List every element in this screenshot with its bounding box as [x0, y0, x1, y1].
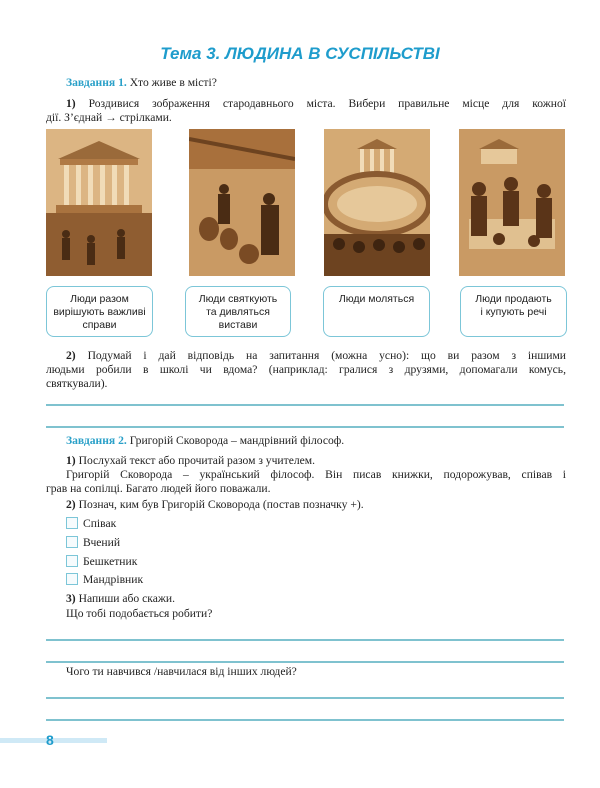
checkbox[interactable]: [66, 536, 78, 548]
part-number: 1): [66, 97, 76, 110]
box-text: Люди разом: [70, 293, 129, 305]
page-number: 8: [46, 732, 54, 748]
option-label: Мандрівник: [83, 573, 144, 586]
part-number: 2): [66, 349, 76, 362]
task1-label: Завдання 1.: [66, 76, 127, 89]
activity-box[interactable]: [46, 286, 153, 337]
task1-part1: [46, 97, 566, 125]
box-text: Люди святкують: [198, 293, 278, 305]
checkbox[interactable]: [66, 517, 78, 529]
question-1: Що тобі подобається робити?: [66, 607, 213, 620]
part-number: 1): [66, 454, 76, 467]
option-label: Бешкетник: [83, 555, 138, 568]
task2-part3: [66, 592, 175, 606]
part1-text: Роздивися зображення стародавнього міста. Вибери правильне місце для кожної: [88, 97, 566, 110]
part2-text: святкували).: [46, 377, 108, 390]
task2-part1: [66, 454, 315, 468]
task2-heading: [66, 434, 344, 448]
task1-heading: [66, 76, 217, 90]
theatre-image: [324, 129, 430, 276]
temple-image: [46, 129, 152, 276]
box-text: справи: [82, 319, 117, 331]
activity-box[interactable]: [323, 286, 430, 337]
task1-question: Хто живе в місті?: [129, 76, 217, 89]
part1-text: Послухай текст або прочитай разом з учителем.: [78, 454, 316, 467]
answer-line[interactable]: [46, 426, 564, 428]
part2-text: Познач, ким був Григорій Сковорода (постав позначку +).: [78, 498, 364, 511]
answer-line[interactable]: [46, 697, 564, 699]
box-text: та дивляться: [206, 306, 270, 318]
part-number: 2): [66, 498, 76, 511]
box-text: Люди продають: [475, 293, 552, 305]
checkbox[interactable]: [66, 555, 78, 567]
task2-title: Григорій Сковорода – мандрівний філософ.: [129, 434, 345, 447]
part1-text-cont: дії. З’єднай → стрілками.: [46, 111, 172, 124]
story-line: Григорій Сковорода – український філософ. Він писав книжки, подорожував, співав і: [66, 468, 566, 481]
story-text: [46, 468, 566, 496]
assembly-image: [459, 129, 565, 276]
task1-part2: [46, 349, 566, 391]
market-image: [189, 129, 295, 276]
part2-text: Подумай і дай відповідь на запитання (можна усно): що ви разом з іншими: [87, 349, 566, 362]
part3-text: Напиши або скажи.: [78, 592, 175, 605]
box-text: вистави: [218, 319, 258, 331]
box-text: Люди моляться: [338, 293, 415, 305]
activity-box[interactable]: [185, 286, 291, 337]
question-2: Чого ти навчився /навчилася від інших людей?: [66, 665, 297, 678]
answer-line[interactable]: [46, 719, 564, 721]
box-text: і купують речі: [480, 306, 547, 318]
task2-part2: [66, 498, 364, 512]
answer-line[interactable]: [46, 639, 564, 641]
task2-label: Завдання 2.: [66, 434, 127, 447]
answer-line[interactable]: [46, 661, 564, 663]
option-label: Вчений: [83, 536, 121, 549]
answer-line[interactable]: [46, 404, 564, 406]
box-text: вирішують важливі: [53, 306, 146, 318]
part2-text: людьми робили в школі чи вдома? (наприклад: гралися з друзями, допомагали комусь,: [46, 363, 566, 376]
part-number: 3): [66, 592, 76, 605]
story-line: грав на сопілці. Багато людей його поважали.: [46, 482, 271, 495]
activity-box[interactable]: [460, 286, 567, 337]
checkbox[interactable]: [66, 573, 78, 585]
page-title: Тема 3. ЛЮДИНА В СУСПІЛЬСТВІ: [160, 44, 440, 63]
option-label: Співак: [83, 517, 117, 530]
